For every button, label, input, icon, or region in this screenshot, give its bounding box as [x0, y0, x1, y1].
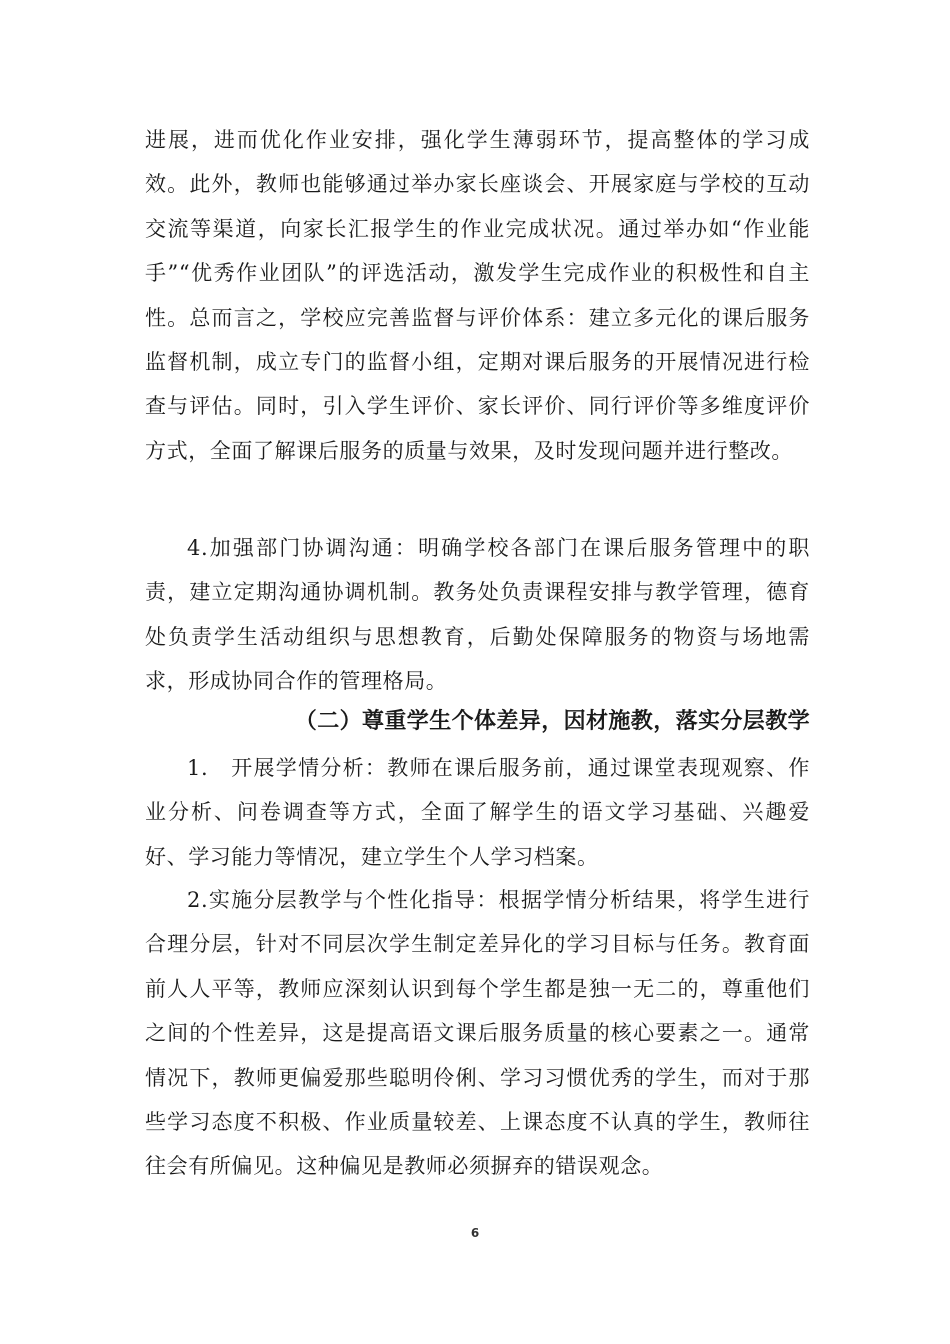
page-number: 6	[470, 1226, 480, 1240]
paragraph-learning-analysis: 1. 开展学情分析：教师在课后服务前，通过课堂表现观察、作业分析、问卷调查等方式，全面了解学生的语文学习基础、兴趣爱好、学习能力等情况，建立学生个人学习档案。	[145, 756, 810, 869]
section-heading: （二）尊重学生个体差异，因材施教，落实分层教学	[294, 709, 810, 734]
paragraph-tiered-teaching: 2.实施分层教学与个性化指导：根据学情分析结果，将学生进行合理分层，针对不同层次学生制定差异化的学习目标与任务。教育面前人人平等，教师应深刻认识到每个学生都是独一无二的，尊重他们之间的个性差异，这是提高语文课后服务质量的核心要素之一。通常情况下，教师更偏爱那些聪明伶俐、学习习惯优秀的学生，而对于那些学习态度不积极、作业质量较差、上课态度不认真的学生，教师往往会有所偏见。这种偏见是教师必须摒弃的错误观念。	[145, 888, 810, 1179]
paragraph-department-coordination: 4.加强部门协调沟通：明确学校各部门在课后服务管理中的职责，建立定期沟通协调机制。教务处负责课程安排与教学管理，德育处负责学生活动组织与思想教育，后勤处保障服务的物资与场地需求，形成协同合作的管理格局。	[145, 536, 810, 694]
paragraph-continuation: 进展，进而优化作业安排，强化学生薄弱环节，提高整体的学习成效。此外，教师也能够通过举办家长座谈会、开展家庭与学校的互动交流等渠道，向家长汇报学生的作业完成状况。通过举办如“作业能手”“优秀作业团队”的评选活动，激发学生完成作业的积极性和自主性。总而言之，学校应完善监督与评价体系：建立多元化的课后服务监督机制，成立专门的监督小组，定期对课后服务的开展情况进行检查与评估。同时，引入学生评价、家长评价、同行评价等多维度评价方式，全面了解课后服务的质量与效果，及时发现问题并进行整改。	[145, 128, 810, 463]
